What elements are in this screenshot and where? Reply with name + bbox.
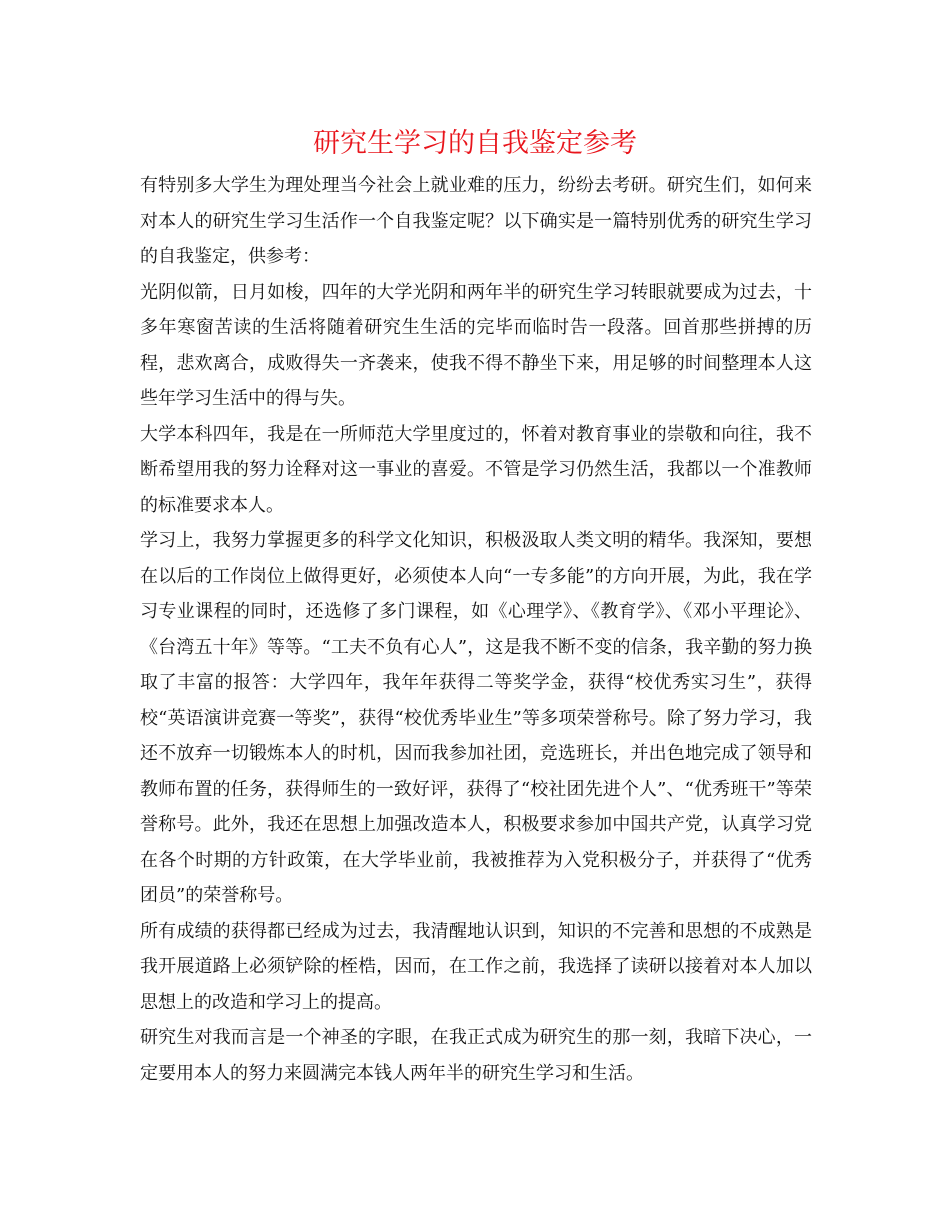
paragraph-undergraduate: 大学本科四年，我是在一所师范大学里度过的，怀着对教育事业的崇敬和向往，我不断希望用我的努力诠释对这一事业的喜爱。不管是学习仍然生活，我都以一个准教师的标准要求本人。 — [140, 423, 812, 516]
document-title: 研究生学习的自我鉴定参考 — [313, 128, 637, 159]
paragraph-reflection: 光阴似箭，日月如梭，四年的大学光阴和两年半的研究生学习转眼就要成为过去，十多年寒窗苦读的生活将随着研究生生活的完毕而临时告一段落。回首那些拼搏的历程，悲欢离合，成败得失一齐袭来，使我不得不静坐下来，用足够的时间整理本人这些年学习生活中的得与失。 — [140, 281, 812, 409]
document-body — [140, 168, 812, 1091]
paragraph-intro: 有特别多大学生为理处理当今社会上就业难的压力，纷纷去考研。研究生们，如何来对本人的研究生学习生活作一个自我鉴定呢？以下确实是一篇特别优秀的研究生学习的自我鉴定，供参考： — [140, 175, 812, 267]
paragraph-study-achievements: 学习上，我努力掌握更多的科学文化知识，积极汲取人类文明的精华。我深知，要想在以后的工作岗位上做得更好，必须使本人向“一专多能”的方向开展，为此，我在学习专业课程的同时，还选修了多门课程，如《心理学》、《教育学》、《邓小平理论》、《台湾五十年》等等。“工夫不负有心人”，这是我不断不变的信条，我辛勤的努力换取了丰富的报答：大学四年，我年年获得二等奖学金，获得“校优秀实习生”，获得校“英语演讲竞赛一等奖”，获得“校优秀毕业生”等多项荣誉称号。除了努力学习，我还不放弃一切锻炼本人的时机，因而我参加社团，竞选班长，并出色地完成了领导和教师布置的任务，获得师生的一致好评，获得了“校社团先进个人”、“优秀班干”等荣誉称号。此外，我还在思想上加强改造本人，积极要求参加中国共产党，认真学习党在各个时期的方针政策，在大学毕业前，我被推荐为入党积极分子，并获得了“优秀团员”的荣誉称号。 — [140, 530, 812, 906]
paragraph-graduate-resolve: 研究生对我而言是一个神圣的字眼，在我正式成为研究生的那一刻，我暗下决心，一定要用本人的努力来圆满完本钱人两年半的研究生学习和生活。 — [140, 1027, 812, 1084]
paragraph-decision-to-study: 所有成绩的获得都已经成为过去，我清醒地认识到，知识的不完善和思想的不成熟是我开展道路上必须铲除的桎梏，因而，在工作之前，我选择了读研以接着对本人加以思想上的改造和学习上的提高。 — [140, 920, 812, 1013]
